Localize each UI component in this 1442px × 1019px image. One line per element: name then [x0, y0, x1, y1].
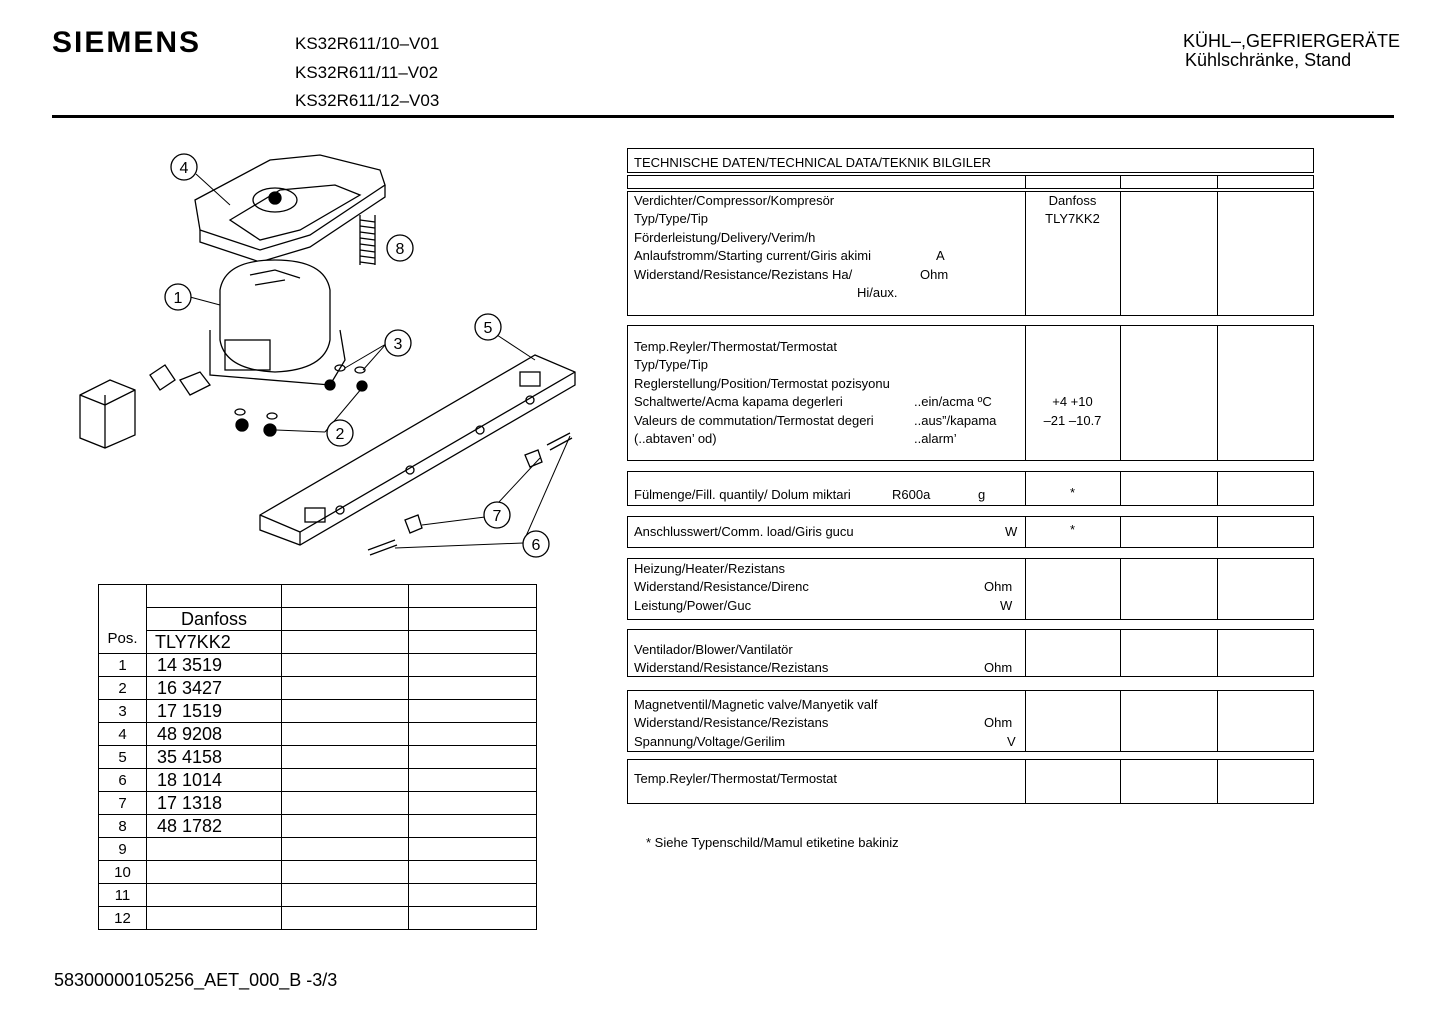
- aux-label: Hi/aux.: [857, 285, 898, 300]
- table-row: 4 48 9208: [99, 723, 537, 746]
- on-value: +4 +10: [1052, 394, 1093, 410]
- tech-title-box: [627, 148, 1314, 173]
- table-row: 8 48 1782: [99, 815, 537, 838]
- table-row: 10: [99, 861, 537, 884]
- pos-header: Pos.: [99, 585, 147, 654]
- callout-7: 7: [492, 508, 502, 525]
- unit-w: W: [1000, 597, 1013, 613]
- table-row: 1 14 3519: [99, 654, 537, 677]
- part-number: 48 9208: [147, 723, 282, 746]
- delivery-label: Förderleistung/Delivery/Verim/h: [634, 229, 816, 245]
- unit-ohm: Ohm: [984, 579, 1013, 595]
- maker-header: Danfoss: [147, 608, 282, 631]
- on-label: ..ein/acma ºC: [914, 394, 992, 410]
- footnote: * Siehe Typenschild/Mamul etiketine bakiniz: [646, 835, 899, 850]
- resistance-label: Widerstand/Resistance/Direnc: [634, 579, 809, 595]
- tech-title: TECHNISCHE DATEN/TECHNICAL DATA/TEKNIK BILGILER: [634, 155, 992, 170]
- model-number: KS32R611/12–V03: [295, 91, 440, 110]
- table-row: 12: [99, 907, 537, 930]
- heater-label: Heizung/Heater/Rezistans: [634, 561, 786, 576]
- thermostat-section: [627, 325, 1314, 461]
- model-number: KS32R611/10–V01: [295, 34, 440, 53]
- resistance-label: Widerstand/Resistance/Rezistans: [634, 660, 829, 676]
- blower-label: Ventilador/Blower/Vantilatör: [634, 642, 793, 657]
- table-row: 2 16 3427: [99, 677, 537, 700]
- thermostat-label: Temp.Reyler/Thermostat/Termostat: [634, 771, 838, 786]
- refrigerant-label: R600a: [892, 487, 931, 502]
- unit-ohm: Ohm: [984, 660, 1013, 676]
- voltage-label: Spannung/Voltage/Gerilim: [634, 733, 786, 749]
- callout-5: 5: [483, 320, 493, 337]
- fill-value: *: [1069, 485, 1076, 500]
- model-list: [295, 30, 439, 116]
- table-row: 11: [99, 884, 537, 907]
- table-row: 7 17 1318: [99, 792, 537, 815]
- unit-a: A: [936, 248, 945, 264]
- defrost-label: (..abtaven’ od): [634, 431, 717, 446]
- fill-label: Fülmenge/Fill. quantily/ Dolum miktari: [634, 487, 851, 502]
- category-title: KÜHL–,GEFRIERGERÄTE: [1183, 31, 1401, 51]
- type-header: TLY7KK2: [147, 631, 282, 654]
- unit-w: W: [1005, 524, 1018, 539]
- off-value: –21 –10.7: [1043, 412, 1102, 428]
- unit-ohm: Ohm: [984, 715, 1013, 731]
- part-number: 14 3519: [147, 654, 282, 677]
- relay-parts: [80, 365, 210, 448]
- table-row: 3 17 1519: [99, 700, 537, 723]
- compressor-value: Danfoss: [1048, 193, 1097, 208]
- callout-6: 6: [531, 537, 541, 554]
- tech-column-strip: [627, 175, 1314, 189]
- resistance-label: Widerstand/Resistance/Rezistans: [634, 715, 829, 731]
- part-number: 17 1519: [147, 700, 282, 723]
- callout-2: 2: [335, 426, 345, 443]
- callout-3: 3: [393, 336, 403, 353]
- unit-g: g: [978, 487, 986, 502]
- brand-logo: SIEMENS: [52, 26, 202, 59]
- compressor-tray-part: [195, 155, 385, 262]
- table-row: 6 18 1014: [99, 769, 537, 792]
- table-row: 9: [99, 838, 537, 861]
- type-value: TLY7KK2: [1045, 211, 1100, 227]
- blower-section: [627, 629, 1314, 677]
- position-label: Reglerstellung/Position/Termostat pozisyonu: [634, 375, 890, 391]
- type-label: Typ/Type/Tip: [634, 357, 708, 373]
- compressor-label: Verdichter/Compressor/Kompresör: [634, 193, 835, 208]
- thermostat-label: Temp.Reyler/Thermostat/Termostat: [634, 339, 838, 354]
- callout-1: 1: [173, 290, 183, 307]
- compressor-part: [210, 260, 345, 385]
- load-value: *: [1069, 522, 1076, 537]
- switch-values-label: Schaltwerte/Acma kapama degerleri: [634, 394, 843, 410]
- header-divider: [52, 115, 1394, 118]
- fill-quantity-section: [627, 471, 1314, 506]
- resistance-label: Widerstand/Resistance/Rezistans Ha/: [634, 266, 853, 282]
- exploded-parts-diagram: [60, 140, 600, 570]
- part-number: 18 1014: [147, 769, 282, 792]
- load-section: [627, 516, 1314, 548]
- valve-label: Magnetventil/Magnetic valve/Manyetik valf: [634, 697, 878, 712]
- alarm-label: ..alarm’: [914, 431, 957, 446]
- unit-v: V: [1007, 733, 1016, 749]
- category: [1183, 32, 1400, 70]
- commutation-label: Valeurs de commutation/Termostat degeri: [634, 412, 874, 428]
- model-number: KS32R611/11–V02: [295, 62, 439, 82]
- category-subtitle: Kühlschränke, Stand: [1185, 50, 1352, 70]
- valve-section: [627, 690, 1314, 752]
- part-number: 16 3427: [147, 677, 282, 700]
- thermostat2-section: [627, 759, 1314, 804]
- power-label: Leistung/Power/Guc: [634, 597, 752, 613]
- document-code: 58300000105256_AET_000_B -3/3: [54, 970, 338, 990]
- spring-part: [360, 215, 375, 265]
- part-number: 48 1782: [147, 815, 282, 838]
- parts-table: [98, 584, 537, 930]
- compressor-section: [627, 191, 1314, 316]
- table-row: 5 35 4158: [99, 746, 537, 769]
- part-number: 35 4158: [147, 746, 282, 769]
- part-number: 17 1318: [147, 792, 282, 815]
- load-label: Anschlusswert/Comm. load/Giris gucu: [634, 524, 854, 539]
- heater-section: [627, 558, 1314, 620]
- off-label: ..aus”/kapama: [914, 412, 997, 428]
- type-label: Typ/Type/Tip: [634, 211, 708, 227]
- callout-4: 4: [179, 160, 189, 177]
- unit-ohm: Ohm: [920, 266, 949, 282]
- callout-8: 8: [395, 241, 405, 258]
- starting-current-label: Anlaufstromm/Starting current/Giris akimi: [634, 248, 871, 264]
